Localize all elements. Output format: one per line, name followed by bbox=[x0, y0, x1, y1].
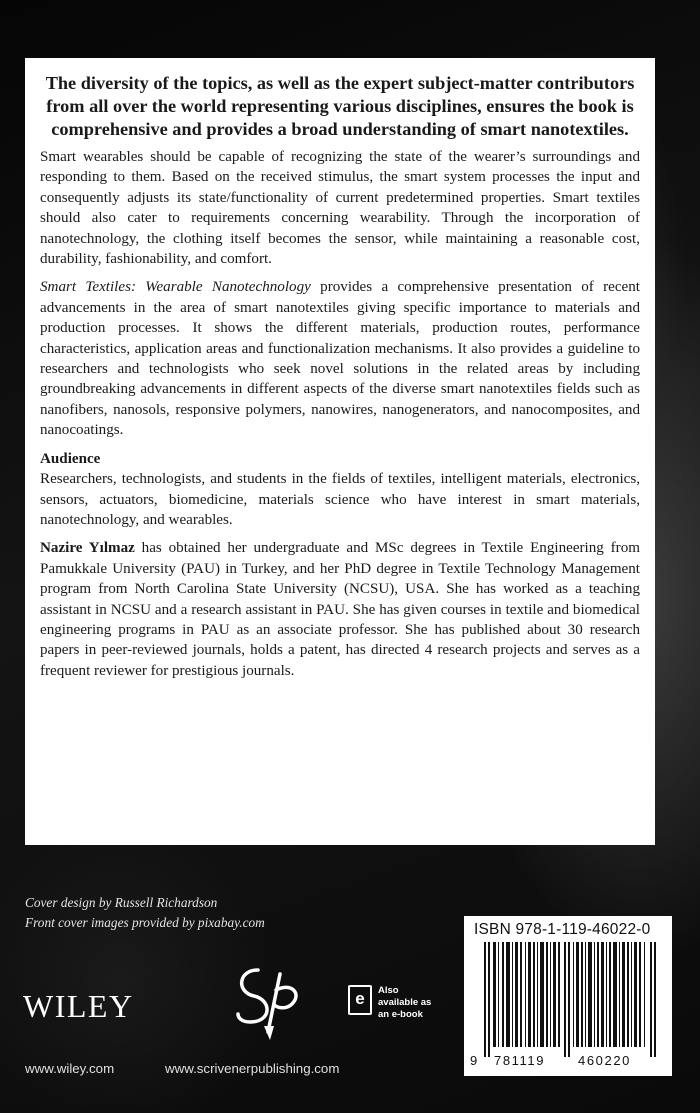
wiley-url: www.wiley.com bbox=[25, 1061, 115, 1076]
scrivener-logo-icon bbox=[228, 960, 308, 1045]
scrivener-url: www.scrivenerpublishing.com bbox=[165, 1061, 340, 1076]
wiley-logo: WILEY bbox=[23, 988, 134, 1024]
description-paragraph-1: Smart wearables should be capable of recognizing the state of the wearer’s surroundings and responding to them. Based on the received stimulus, the smart system processes the input and consequently adjusts its state/functionality of current predetermined properties. Smart textiles should also cater to requirements concerning wearability. Through the incorporation of nanotechnology, the clothing itself becomes the sensor, while maintaining a reasonable cost, durability, fashionability, and comfort. bbox=[40, 149, 640, 268]
audience-heading: Audience bbox=[40, 450, 101, 467]
author-bio-text: has obtained her undergraduate and MSc degrees in Textile Engineering from Pamukkale University (PAU) in Turkey, and her PhD degree in Textile Technology Management program from North Carolina State University (NCSU), USA. She has worked as a teaching assistant in NCSU and a research assistant in PAU. She has given courses in textile and biomedical engineering programs in PAU as an associate professor. She has published about 30 research papers in peer-reviewed journals, holds a patent, has directed 4 research projects and serves as a frequent reviewer for prestigious journals. bbox=[40, 540, 640, 679]
isbn-barcode bbox=[464, 916, 672, 1076]
barcode-digits-right: 460220 bbox=[578, 1053, 631, 1068]
isbn-number: ISBN 978-1-119-46022-0 bbox=[474, 921, 651, 938]
cover-design-credit: Cover design by Russell Richardson bbox=[25, 895, 218, 910]
cover-images-credit: Front cover images provided by pixabay.com bbox=[25, 915, 265, 930]
cover-credits bbox=[25, 893, 265, 933]
intro-statement: The diversity of the topics, as well as the expert subject-matter contributors from all over the world representing various disciplines, ensures the book is comprehensive and provides a broad understanding of smart nanotextiles. bbox=[45, 73, 635, 139]
author-bio bbox=[40, 538, 640, 681]
author-name: Nazire Yılmaz bbox=[40, 540, 135, 557]
description-panel bbox=[25, 58, 655, 845]
description-paragraph-2 bbox=[40, 277, 640, 440]
book-title: Smart Textiles: Wearable Nanotechnology bbox=[40, 279, 311, 296]
barcode-digits-left: 781119 bbox=[494, 1053, 546, 1068]
ebook-icon: e bbox=[348, 985, 372, 1015]
barcode-lead-digit: 9 bbox=[470, 1053, 479, 1068]
barcode-icon bbox=[484, 942, 660, 1057]
ebook-availability-note: Also available as an e-book bbox=[378, 985, 432, 1020]
description-paragraph-2-text: provides a comprehensive presentation of recent advancements in the area of smart nanotextiles giving specific importance to materials and production processes. It shows the different materials, production routes, performance characteristics, application areas and functionalization mechanisms. It also provides a guideline to researchers and technologists who seek novel solutions in the related areas by including groundbreaking advancements in different aspects of the diverse smart nanotextiles fields such as nanofibers, nanosols, responsive polymers, nanowires, nanogenerators, and nanocomposites, and nanocoatings. bbox=[40, 279, 640, 439]
audience-text: Researchers, technologists, and students in the fields of textiles, intelligent materials, electronics, sensors, actuators, biomedicine, materials science who have interest in smart materials, nanotechnology, and wearables. bbox=[40, 471, 640, 528]
